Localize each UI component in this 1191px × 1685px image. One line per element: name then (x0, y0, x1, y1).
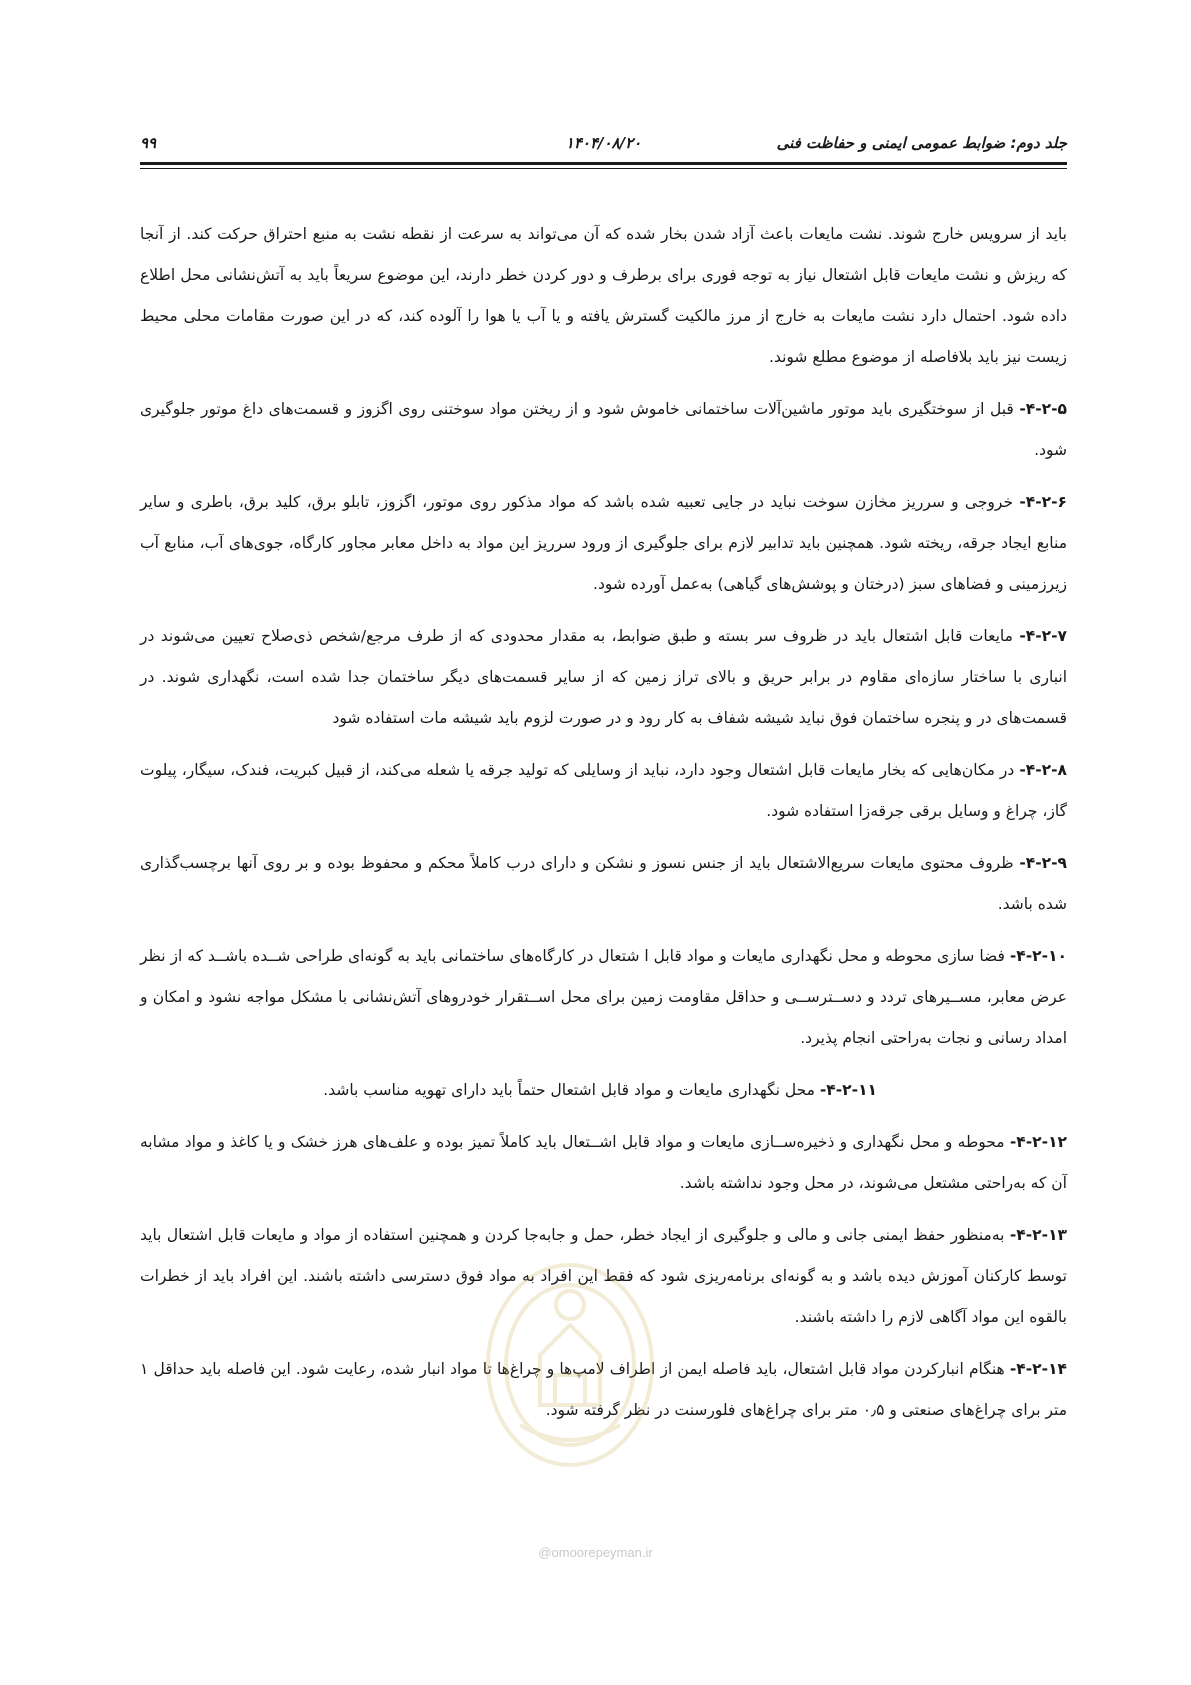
clause-number: ۴-۲-۷- (1019, 627, 1067, 645)
header-rule-thick (140, 162, 1067, 165)
clause-number: ۴-۲-۱۲- (1009, 1133, 1067, 1151)
page-number: ۹۹ (140, 134, 157, 152)
document-body (140, 214, 1067, 1442)
watermark-url: @omoorepeyman.ir (538, 1545, 653, 1560)
paragraph-text: فضا سازی محوطه و محل نگهداری مایعات و مواد قابل ا شتعال در کارگاه‌های ساختمانی باید به گونه‌ای طراحی شــده باشــد که از نظر عرض معابر، مســیرهای تردد و دســترســی و حداقل مقاومت زمین برای محل اســتقرار خودروهای آتش‌نشانی با مشکل مواجه نشود و امکان و امداد رسانی و نجات به‌راحتی انجام پذیرد. (140, 947, 1067, 1047)
paragraph-4-2-7 (140, 616, 1067, 739)
paragraph-text: خروجی و سرریز مخازن سوخت نباید در جایی تعبیه شده باشد که مواد مذکور روی موتور، اگزوز، تابلو برق، کلید برق، باطری و سایر منابع ایجاد جرقه، ریخته شود. همچنین باید تدابیر لازم برای جلوگیری از ورود سرریز این مواد به داخل معابر مجاور کارگاه، جوی‌های آب، منابع آب زیرزمینی و فضاهای سبز (درختان و پوشش‌های گیاهی) به‌عمل آورده شود. (140, 493, 1067, 593)
clause-number: ۴-۲-۱۴- (1009, 1360, 1067, 1378)
paragraph-4-2-8 (140, 750, 1067, 832)
paragraph-4-2-14 (140, 1349, 1067, 1431)
paragraph-text: باید از سرویس خارج شوند. نشت مایعات باعث آزاد شدن بخار شده که آن می‌تواند به سرعت از نقطه نشت به منبع احتراق حرکت کند. از آنجا که ریزش و نشت مایعات قابل اشتعال نیاز به توجه فوری برای برطرف و دور کردن خطر دارند، این موضوع سریعاً باید به آتش‌نشانی محل اطلاع داده شود. احتمال دارد نشت مایعات به خارج از مرز مالکیت گسترش یافته و یا آب یا هوا را آلوده کند، که در این صورت مقامات محلی محیط زیست نیز باید بلافاصله از موضوع مطلع شوند. (140, 225, 1067, 366)
paragraph-4-2-5 (140, 389, 1067, 471)
paragraph-text: ظروف محتوی مایعات سریع‌الاشتعال باید از جنس نسوز و نشکن و دارای درب کاملاً محکم و محفوظ بوده و بر روی آنها برچسب‌گذاری شده باشد. (140, 854, 1067, 913)
clause-number: ۴-۲-۸- (1019, 761, 1067, 779)
header-title: جلد دوم: ضوابط عمومی ایمنی و حفاظت فنی (776, 134, 1067, 152)
clause-number: ۴-۲-۶- (1019, 493, 1067, 511)
clause-number: ۴-۲-۵- (1019, 400, 1067, 418)
paragraph-text: در مکان‌هایی که بخار مایعات قابل اشتعال وجود دارد، نباید از وسایلی که تولید جرقه یا شعله می‌کند، از قبیل کبریت، فندک، سیگار، پیلوت گاز، چراغ و وسایل برقی جرقه‌زا استفاده شود. (140, 761, 1067, 820)
clause-number: ۴-۲-۱۰- (1009, 947, 1067, 965)
paragraph-continuation (140, 214, 1067, 378)
clause-number: ۴-۲-۹- (1019, 854, 1067, 872)
paragraph-text: محوطه و محل نگهداری و ذخیره‌ســازی مایعات و مواد قابل اشــتعال باید کاملاً تمیز بوده و علف‌های هرز خشک و یا کاغذ و مواد مشابه آن که به‌راحتی مشتعل می‌شوند، در محل وجود نداشته باشد. (140, 1133, 1067, 1192)
paragraph-4-2-12 (140, 1122, 1067, 1204)
paragraph-text: هنگام انبارکردن مواد قابل اشتعال، باید فاصله ایمن از اطراف لامپ‌ها و چراغ‌ها تا مواد انبار شده، رعایت شود. این فاصله باید حداقل ۱ متر برای چراغ‌های صنعتی و ۰٫۵ متر برای چراغ‌های فلورسنت در نظر گرفته شود. (140, 1360, 1067, 1419)
clause-number: ۴-۲-۱۱- (819, 1081, 877, 1099)
header-rule-thin (140, 168, 1067, 169)
page-header (140, 128, 1067, 158)
paragraph-4-2-13 (140, 1215, 1067, 1338)
paragraph-4-2-9 (140, 843, 1067, 925)
header-date: ۱۴۰۴/۰۸/۲۰ (565, 134, 642, 152)
paragraph-text: قبل از سوختگیری باید موتور ماشین‌آلات ساختمانی خاموش شود و از ریختن مواد سوختنی روی اگزوز و قسمت‌های داغ موتور جلوگیری شود. (140, 400, 1067, 459)
paragraph-text: به‌منظور حفظ ایمنی جانی و مالی و جلوگیری از ایجاد خطر، حمل و جابه‌جا کردن و همچنین استفاده از مواد و مایعات قابل اشتعال باید توسط کارکنان آموزش دیده باشد و به گونه‌ای برنامه‌ریزی شود که فقط این افراد به مواد فوق دسترسی داشته باشند. این افراد باید از خطرات بالقوه این مواد آگاهی لازم را داشته باشند. (140, 1226, 1067, 1326)
paragraph-text: محل نگهداری مایعات و مواد قابل اشتعال حتماً باید دارای تهویه مناسب باشد. (323, 1081, 820, 1099)
paragraph-4-2-10 (140, 936, 1067, 1059)
clause-number: ۴-۲-۱۳- (1009, 1226, 1067, 1244)
paragraph-text: مایعات قابل اشتعال باید در ظروف سر بسته و طبق ضوابط، به مقدار محدودی که از طرف مرجع/شخص ذی‌صلاح تعیین می‌شوند در انباری با ساختار سازه‌ای مقاوم در برابر حریق و بالای تراز زمین که از سایر قسمت‌های دیگر ساختمان جدا شده است، نگهداری شوند. در قسمت‌های در و پنجره ساختمان فوق نباید شیشه شفاف به کار رود و در صورت لزوم باید شیشه مات استفاده شود (140, 627, 1067, 727)
paragraph-4-2-6 (140, 482, 1067, 605)
paragraph-4-2-11 (140, 1070, 1067, 1111)
